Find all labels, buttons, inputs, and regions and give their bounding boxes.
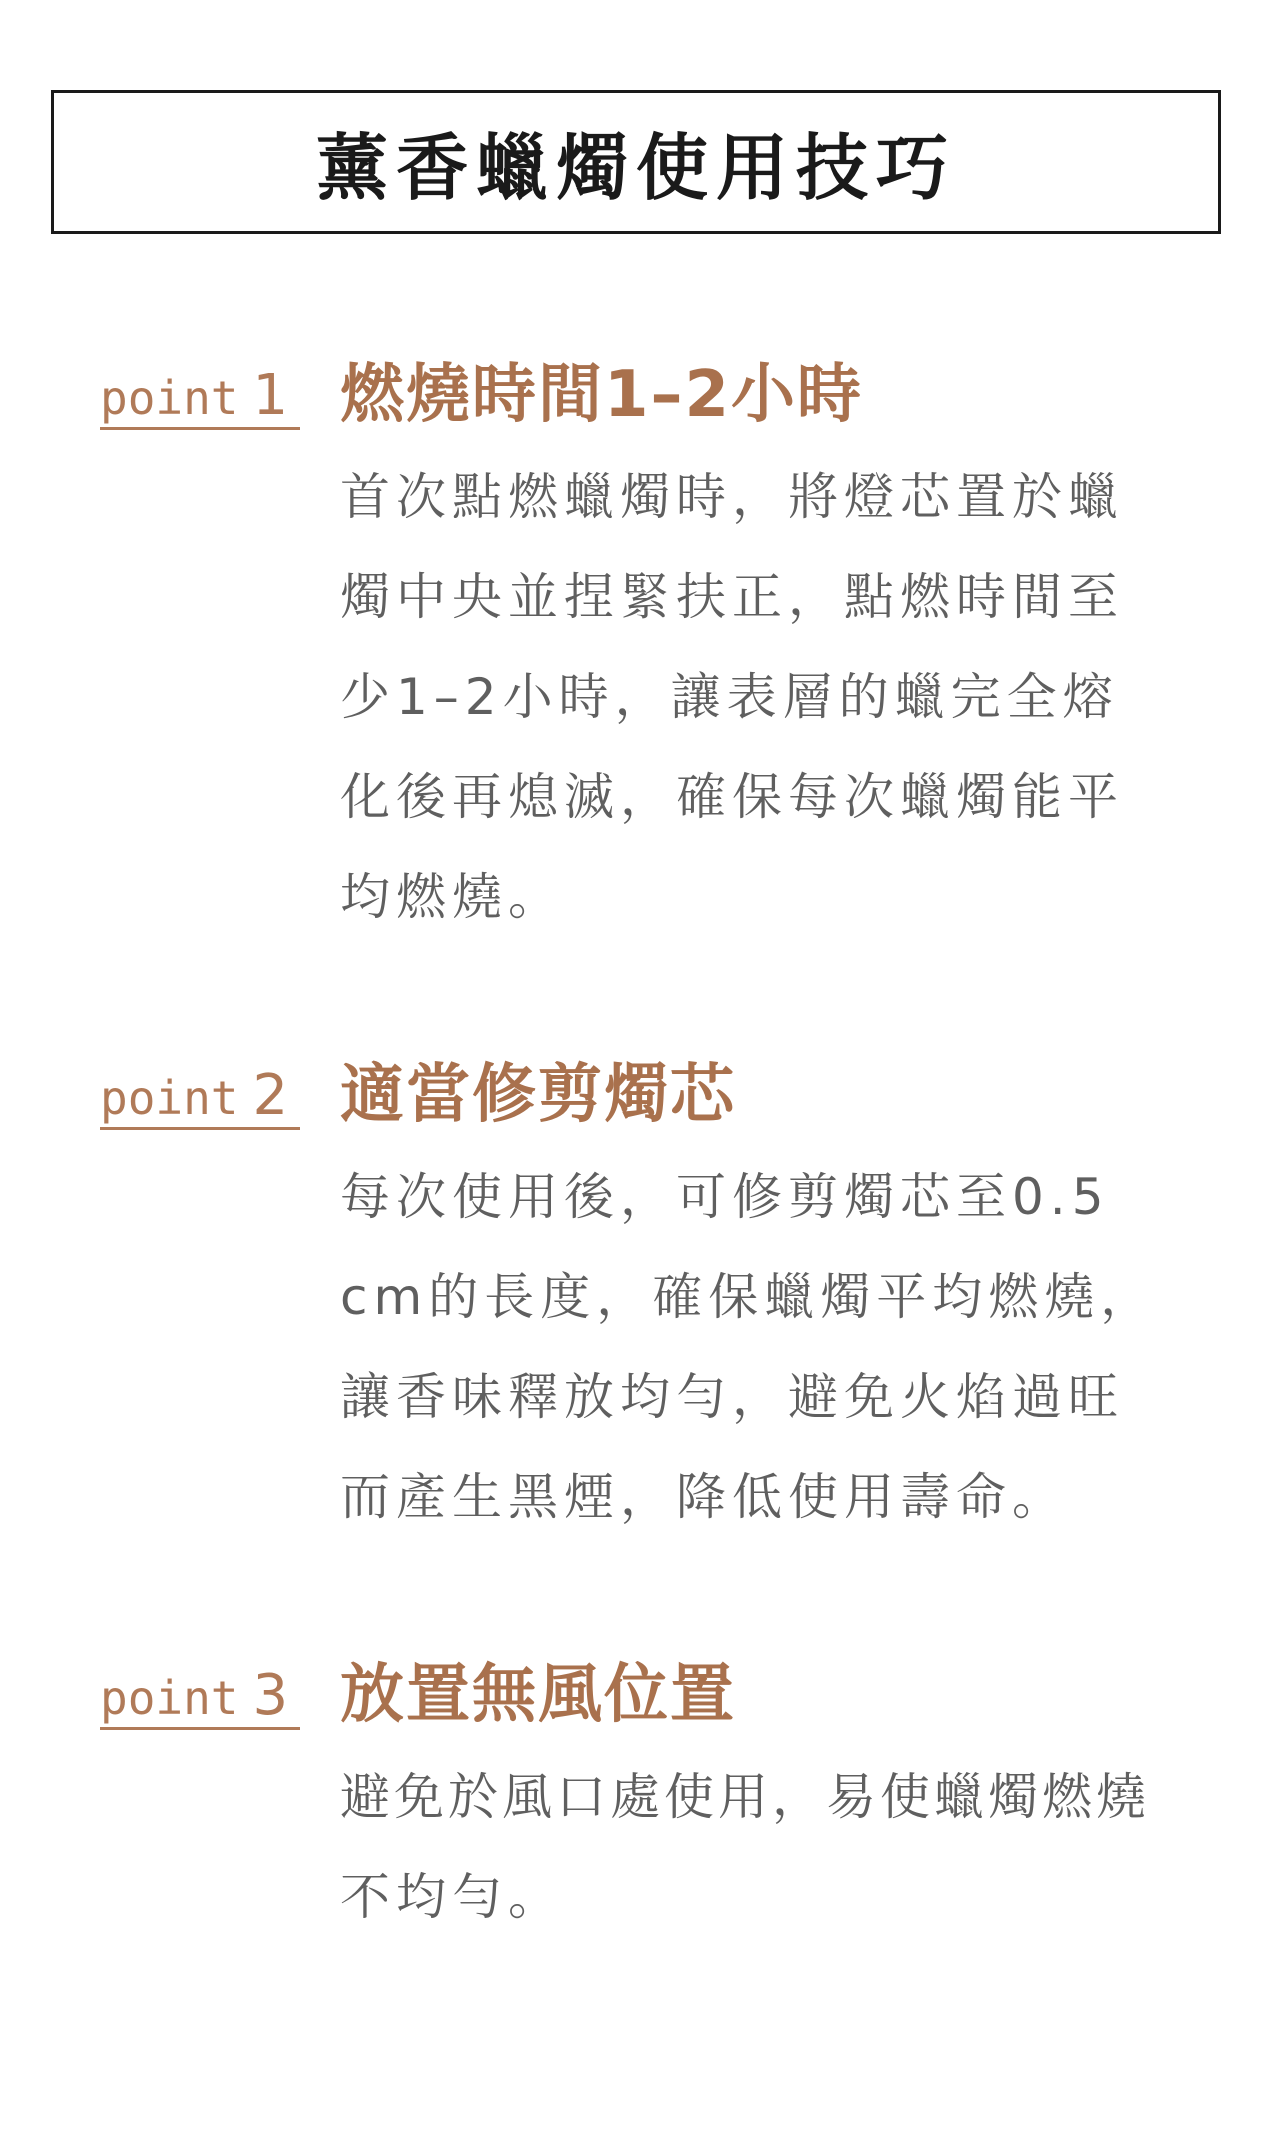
tip-body-line: 每次使用後，可修剪燭芯至0.5 <box>340 1168 1110 1226</box>
tip-body-line: 少1–2小時，讓表層的蠟完全熔 <box>340 668 1119 726</box>
tip-body-line: 燭中央並捏緊扶正，點燃時間至 <box>340 568 1124 626</box>
point-number: 1 <box>252 363 289 428</box>
point-label-3 <box>100 1663 300 1730</box>
point-word: point <box>100 1671 239 1725</box>
tip-body-line: 均燃燒。 <box>340 868 564 926</box>
tip-body-line: 不均勻。 <box>340 1868 564 1926</box>
tip-heading-2: 適當修剪燭芯 <box>340 1058 736 1132</box>
tip-body-line: 而產生黑煙，降低使用壽命。 <box>340 1468 1068 1526</box>
page-title: 薰香蠟燭使用技巧 <box>315 126 956 210</box>
point-number: 3 <box>252 1663 289 1728</box>
point-number: 2 <box>252 1063 289 1128</box>
point-word: point <box>100 371 239 425</box>
tip-body-line: cm的長度，確保蠟燭平均燃燒， <box>340 1268 1157 1326</box>
title-box <box>51 90 1221 234</box>
tip-heading-1: 燃燒時間1–2小時 <box>340 358 864 432</box>
point-label-1 <box>100 363 300 430</box>
point-label-2 <box>100 1063 300 1130</box>
tip-heading-3: 放置無風位置 <box>340 1658 736 1732</box>
point-word: point <box>100 1071 239 1125</box>
tip-body-line: 首次點燃蠟燭時，將燈芯置於蠟 <box>340 468 1124 526</box>
tip-body-line: 化後再熄滅，確保每次蠟燭能平 <box>340 768 1124 826</box>
tip-body-line: 避免於風口處使用，易使蠟燭燃燒 <box>340 1768 1150 1826</box>
tip-body-line: 讓香味釋放均勻，避免火焰過旺 <box>340 1368 1124 1426</box>
